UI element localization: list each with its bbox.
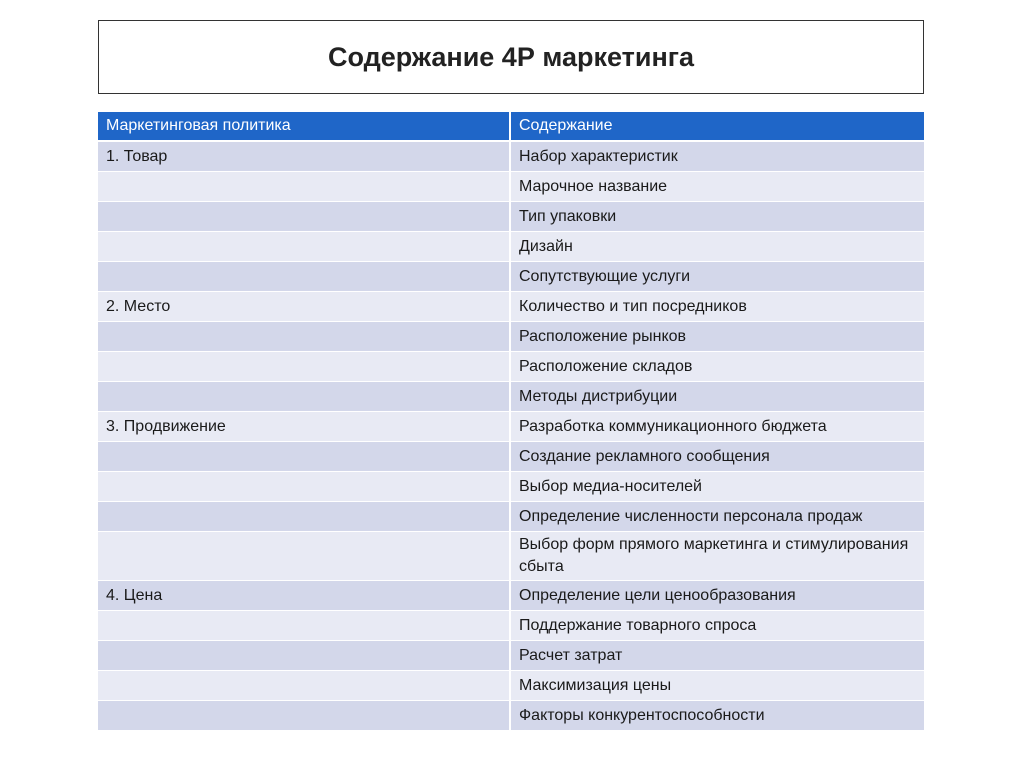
content-cell: Выбор медиа-носителей (510, 472, 924, 502)
policy-cell: 4. Цена (98, 581, 510, 611)
table-row (98, 611, 924, 641)
content-cell: Дизайн (510, 232, 924, 262)
content-cell: Максимизация цены (510, 671, 924, 701)
policy-cell (98, 611, 510, 641)
policy-cell: 2. Место (98, 292, 510, 322)
content-cell: Расположение рынков (510, 322, 924, 352)
table-row (98, 671, 924, 701)
content-cell: Определение цели ценообразования (510, 581, 924, 611)
header-content: Содержание (510, 112, 924, 141)
table-row (98, 442, 924, 472)
content-cell: Выбор форм прямого маркетинга и стимулирования сбыта (510, 532, 924, 581)
policy-cell (98, 641, 510, 671)
policy-cell (98, 262, 510, 292)
policy-cell (98, 172, 510, 202)
policy-cell (98, 232, 510, 262)
content-cell: Поддержание товарного спроса (510, 611, 924, 641)
content-cell: Факторы конкурентоспособности (510, 701, 924, 731)
policy-cell (98, 322, 510, 352)
table-row (98, 412, 924, 442)
content-cell: Разработка коммуникационного бюджета (510, 412, 924, 442)
content-cell: Определение численности персонала продаж (510, 502, 924, 532)
title-box (98, 20, 924, 94)
table-row (98, 292, 924, 322)
table-row (98, 472, 924, 502)
policy-cell (98, 532, 510, 581)
policy-cell (98, 701, 510, 731)
policy-cell: 1. Товар (98, 141, 510, 172)
content-cell: Количество и тип посредников (510, 292, 924, 322)
policy-cell (98, 502, 510, 532)
table-row (98, 141, 924, 172)
policy-cell (98, 472, 510, 502)
content-cell: Марочное название (510, 172, 924, 202)
content-cell: Методы дистрибуции (510, 382, 924, 412)
policy-cell (98, 352, 510, 382)
table-row (98, 532, 924, 581)
table-row (98, 701, 924, 731)
table-row (98, 502, 924, 532)
table-row (98, 262, 924, 292)
table-header-row (98, 112, 924, 141)
table-row (98, 382, 924, 412)
content-cell: Создание рекламного сообщения (510, 442, 924, 472)
content-cell: Сопутствующие услуги (510, 262, 924, 292)
policy-cell (98, 202, 510, 232)
policy-cell (98, 442, 510, 472)
header-policy: Маркетинговая политика (98, 112, 510, 141)
content-cell: Набор характеристик (510, 141, 924, 172)
table-row (98, 352, 924, 382)
policy-cell (98, 671, 510, 701)
table-row (98, 641, 924, 671)
content-cell: Расположение складов (510, 352, 924, 382)
table-row (98, 232, 924, 262)
table-row (98, 581, 924, 611)
table-row (98, 202, 924, 232)
policy-cell: 3. Продвижение (98, 412, 510, 442)
table-row (98, 322, 924, 352)
content-cell: Тип упаковки (510, 202, 924, 232)
content-cell: Расчет затрат (510, 641, 924, 671)
policy-cell (98, 382, 510, 412)
page-title: Содержание 4Р маркетинга (327, 41, 695, 72)
marketing-table (98, 112, 924, 731)
table-row (98, 172, 924, 202)
